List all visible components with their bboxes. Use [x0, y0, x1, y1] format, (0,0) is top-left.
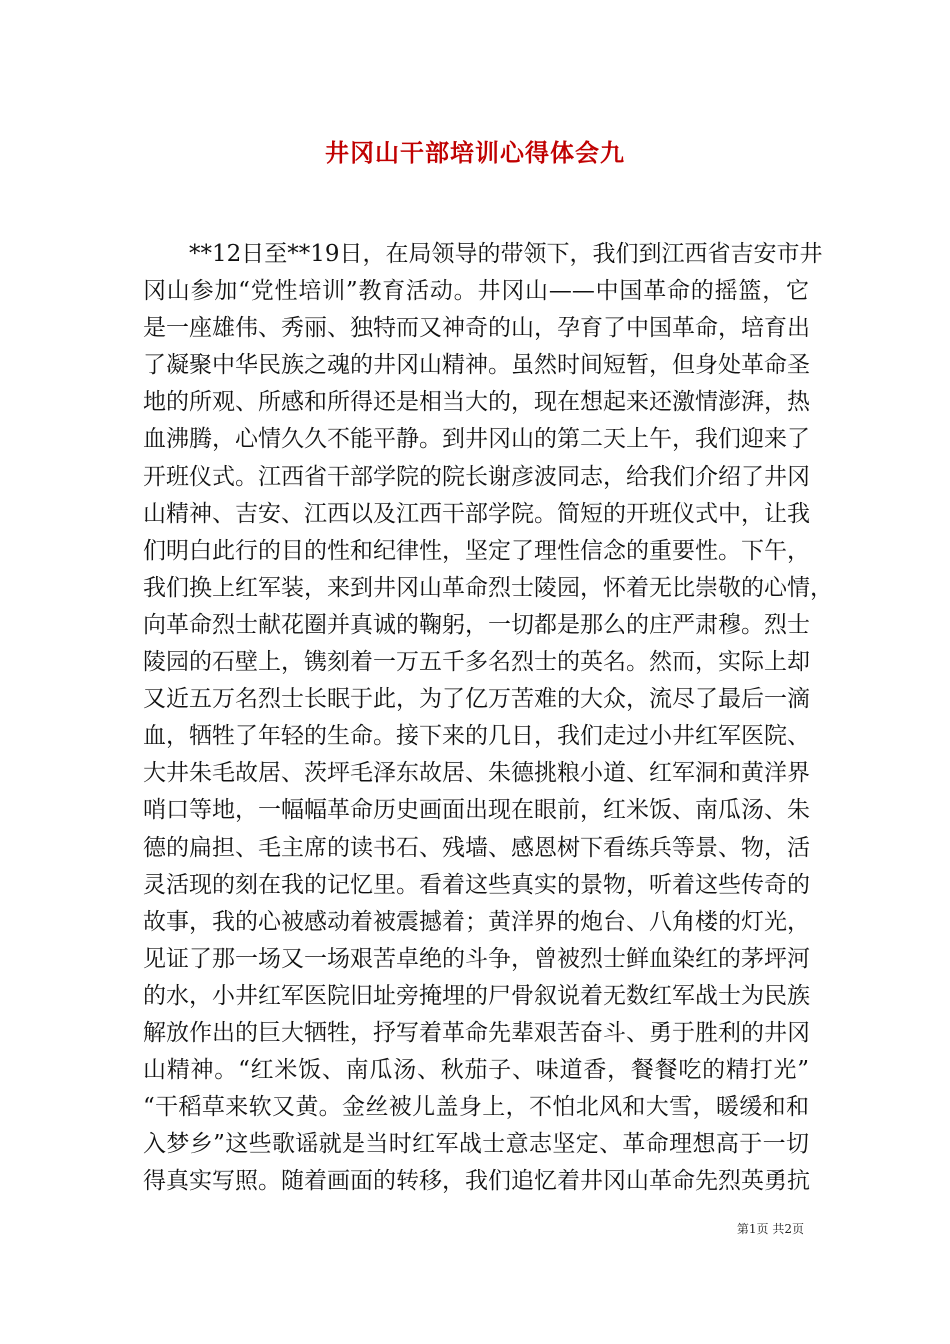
text-line: 哨口等地，一幅幅革命历史画面出现在眼前，红米饭、南瓜汤、朱 — [143, 797, 810, 824]
text-line: 灵活现的刻在我的记忆里。看着这些真实的景物，听着这些传奇的 — [143, 871, 810, 898]
text-line: 山精神、吉安、江西以及江西干部学院。简短的开班仪式中，让我 — [143, 500, 810, 527]
text-line: 开班仪式。江西省干部学院的院长谢彦波同志，给我们介绍了井冈 — [143, 463, 810, 490]
text-line: 又近五万名烈士长眠于此，为了亿万苦难的大众，流尽了最后一滴 — [143, 686, 810, 713]
text-line: 地的所观、所感和所得还是相当大的，现在想起来还激情澎湃，热 — [143, 389, 810, 416]
text-line: “干稻草来软又黄。金丝被儿盖身上，不怕北风和大雪，暖缓和和 — [143, 1094, 809, 1121]
text-line: 德的扁担、毛主席的读书石、残墙、感恩树下看练兵等景、物，活 — [143, 834, 810, 861]
text-line: 入梦乡”这些歌谣就是当时红军战士意志坚定、革命理想高于一切 — [143, 1131, 809, 1158]
text-line: 山精神。“红米饭、南瓜汤、秋茄子、味道香，餐餐吃的精打光” — [143, 1057, 809, 1084]
text-line: 向革命烈士献花圈并真诚的鞠躬，一切都是那么的庄严肃穆。烈士 — [143, 611, 810, 638]
text-line: 血沸腾，心情久久不能平静。到井冈山的第二天上午，我们迎来了 — [143, 426, 810, 453]
text-line: 了凝聚中华民族之魂的井冈山精神。虽然时间短暂，但身处革命圣 — [143, 352, 810, 379]
text-line: 是一座雄伟、秀丽、独特而又神奇的山，孕育了中国革命，培育出 — [143, 315, 810, 342]
text-line: 解放作出的巨大牺牲，抒写着革命先辈艰苦奋斗、勇于胜利的井冈 — [143, 1019, 810, 1046]
text-line: 的水，小井红军医院旧址旁掩埋的尸骨叙说着无数红军战士为民族 — [143, 982, 810, 1009]
text-line: 得真实写照。随着画面的转移，我们追忆着井冈山革命先烈英勇抗 — [143, 1168, 810, 1195]
text-line: 冈山参加“党性培训”教育活动。井冈山——中国革命的摇篮，它 — [143, 278, 809, 305]
text-line: 陵园的石壁上，镌刻着一万五千多名烈士的英名。然而，实际上却 — [143, 649, 810, 676]
text-line: 们明白此行的目的性和纪律性，坚定了理性信念的重要性。下午， — [143, 537, 810, 564]
text-line: 见证了那一场又一场艰苦卓绝的斗争，曾被烈士鲜血染红的茅坪河 — [143, 945, 810, 972]
text-line: 大井朱毛故居、茨坪毛泽东故居、朱德挑粮小道、红军洞和黄洋界 — [143, 760, 810, 787]
page-title: 井冈山干部培训心得体会九 — [325, 138, 625, 167]
text-line: 我们换上红军装，来到井冈山革命烈士陵园，怀着无比崇敬的心情， — [143, 574, 833, 601]
text-line: 血，牺牲了年轻的生命。接下来的几日，我们走过小井红军医院、 — [143, 723, 810, 750]
body-paragraph — [143, 236, 833, 1200]
text-line: **12日至**19日，在局领导的带领下，我们到江西省吉安市井 — [143, 241, 823, 267]
text-line: 故事，我的心被感动着被震撼着；黄洋界的炮台、八角楼的灯光， — [143, 908, 810, 935]
page-number: 第1页 共2页 — [736, 1222, 804, 1236]
